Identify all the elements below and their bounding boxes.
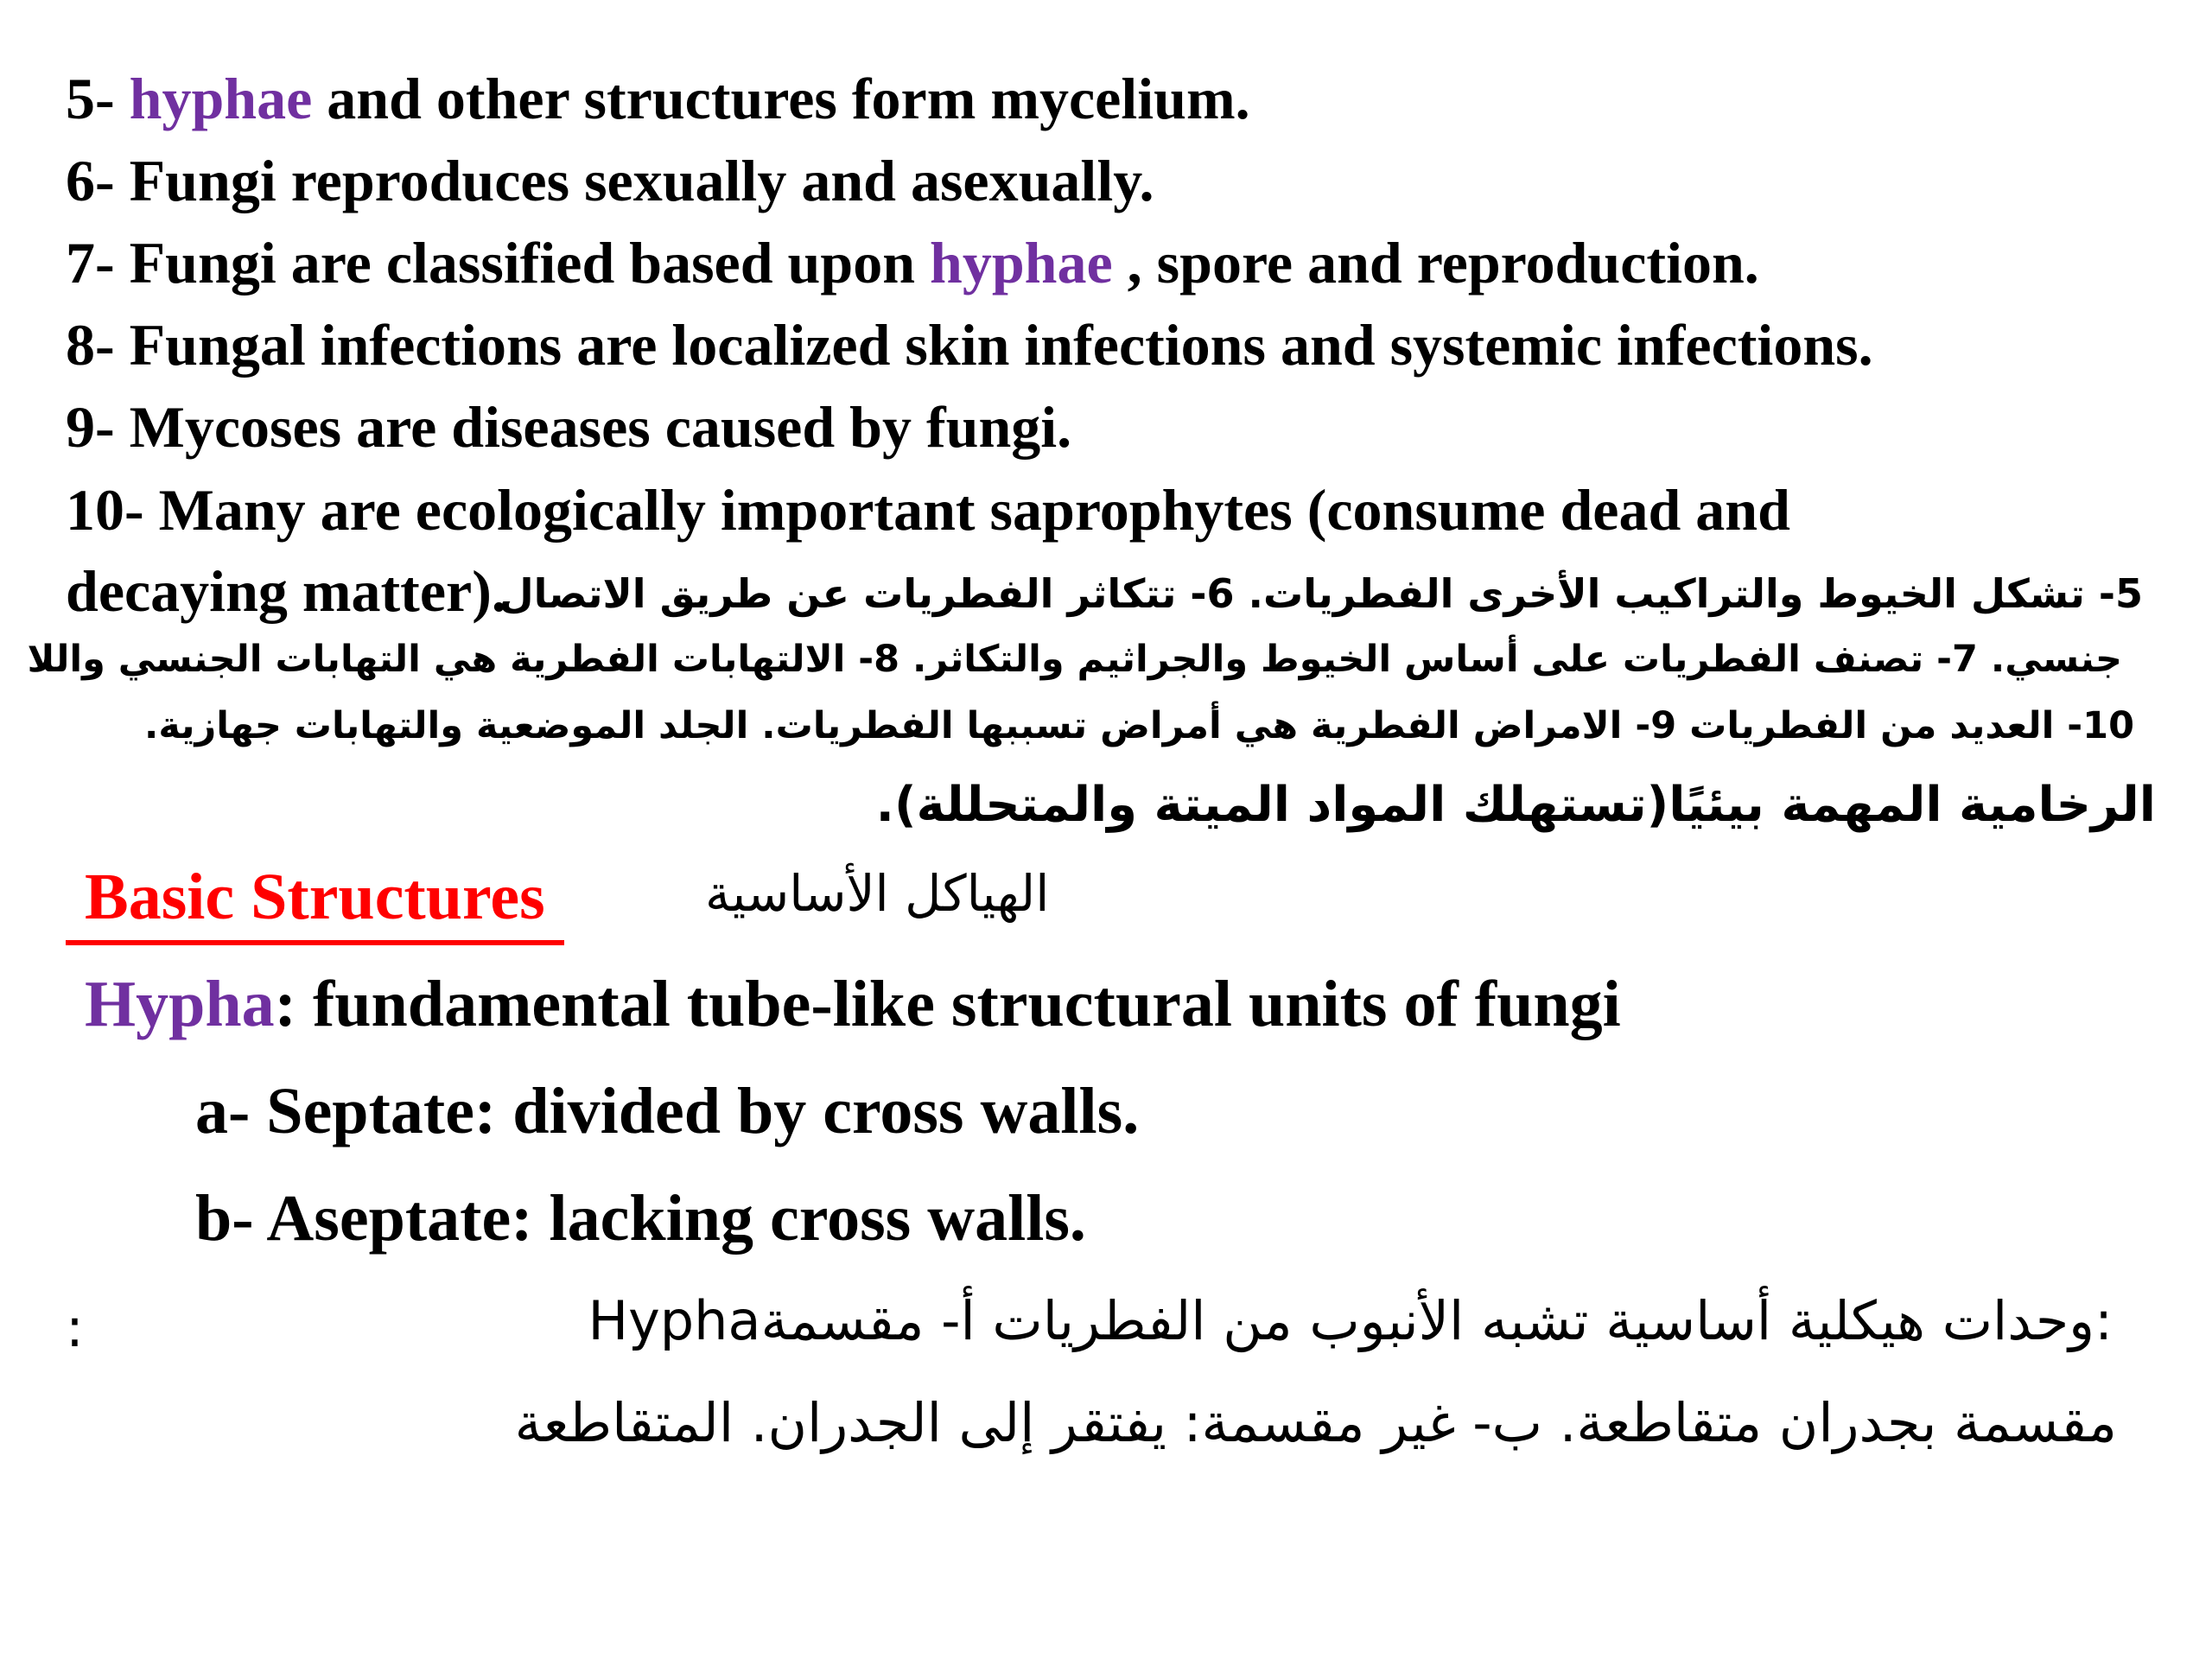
hypha-arabic-colon: : (66, 1296, 84, 1359)
arabic-translation-line-4: الرخامية المهمة بيئيًا(تستهلك المواد الميتة والمتحللة). (875, 777, 2156, 833)
aseptate-item: b- Aseptate: lacking cross walls. (195, 1182, 1086, 1255)
fact-number: 5- (66, 66, 130, 131)
fact-line-8: 8- Fungal infections are localized skin infections and systemic infections. (66, 312, 1873, 378)
fact-text: 7- Fungi are classified based upon (66, 230, 931, 296)
hypha-arabic-line-2: مقسمة بجدران متقاطعة. ب- غير مقسمة: يفتقر إلى الجدران. المتقاطعة (514, 1391, 2117, 1454)
fact-line-6: 6- Fungi reproduces sexually and asexually. (66, 148, 1154, 213)
septate-item: a- Septate: divided by cross walls. (195, 1075, 1140, 1147)
hypha-definition-text: : fundamental tube-like structural units of fungi (274, 968, 1621, 1040)
fact-line-10b: decaying matter). (66, 558, 506, 624)
arabic-translation-line-2: جنسي. 7- تصنف الفطريات على أساس الخيوط والجراثيم والتكاثر. 8- الالتهابات الفطرية هي التهابات الجنسي واللا (27, 638, 2122, 681)
arabic-translation-line-1: 5- تشكل الخيوط والتراكيب الأخرى الفطريات. 6- تتكاثر الفطريات عن طريق الاتصال (499, 570, 2143, 617)
arabic-translation-line-3: 10- العديد من الفطريات 9- الامراض الفطرية هي أمراض تسببها الفطريات. الجلد الموضعية والتهابات جهازية. (143, 704, 2134, 747)
basic-structures-heading-arabic: الهياكل الأساسية (705, 864, 1050, 923)
hyphae-highlight: hyphae (930, 230, 1113, 296)
fact-line-5 (66, 66, 1250, 131)
basic-structures-heading: Basic Structures (66, 864, 564, 945)
fact-text: and other structures form mycelium. (312, 66, 1250, 131)
hypha-arabic-line-1: Hyphaوحدات هيكلية أساسية تشبه الأنبوب من الفطريات أ- مقسمة: (588, 1289, 2113, 1352)
fact-line-7 (66, 230, 1759, 296)
hyphae-highlight: hyphae (129, 66, 313, 131)
hypha-definition (85, 968, 1621, 1040)
fact-line-10a: 10- Many are ecologically important saprophytes (consume dead and (66, 477, 1790, 543)
fact-text: , spore and reproduction. (1112, 230, 1759, 296)
hypha-term: Hypha (85, 968, 275, 1040)
basic-structures-heading-row (66, 861, 1050, 942)
fact-line-9: 9- Mycoses are diseases caused by fungi. (66, 394, 1072, 460)
